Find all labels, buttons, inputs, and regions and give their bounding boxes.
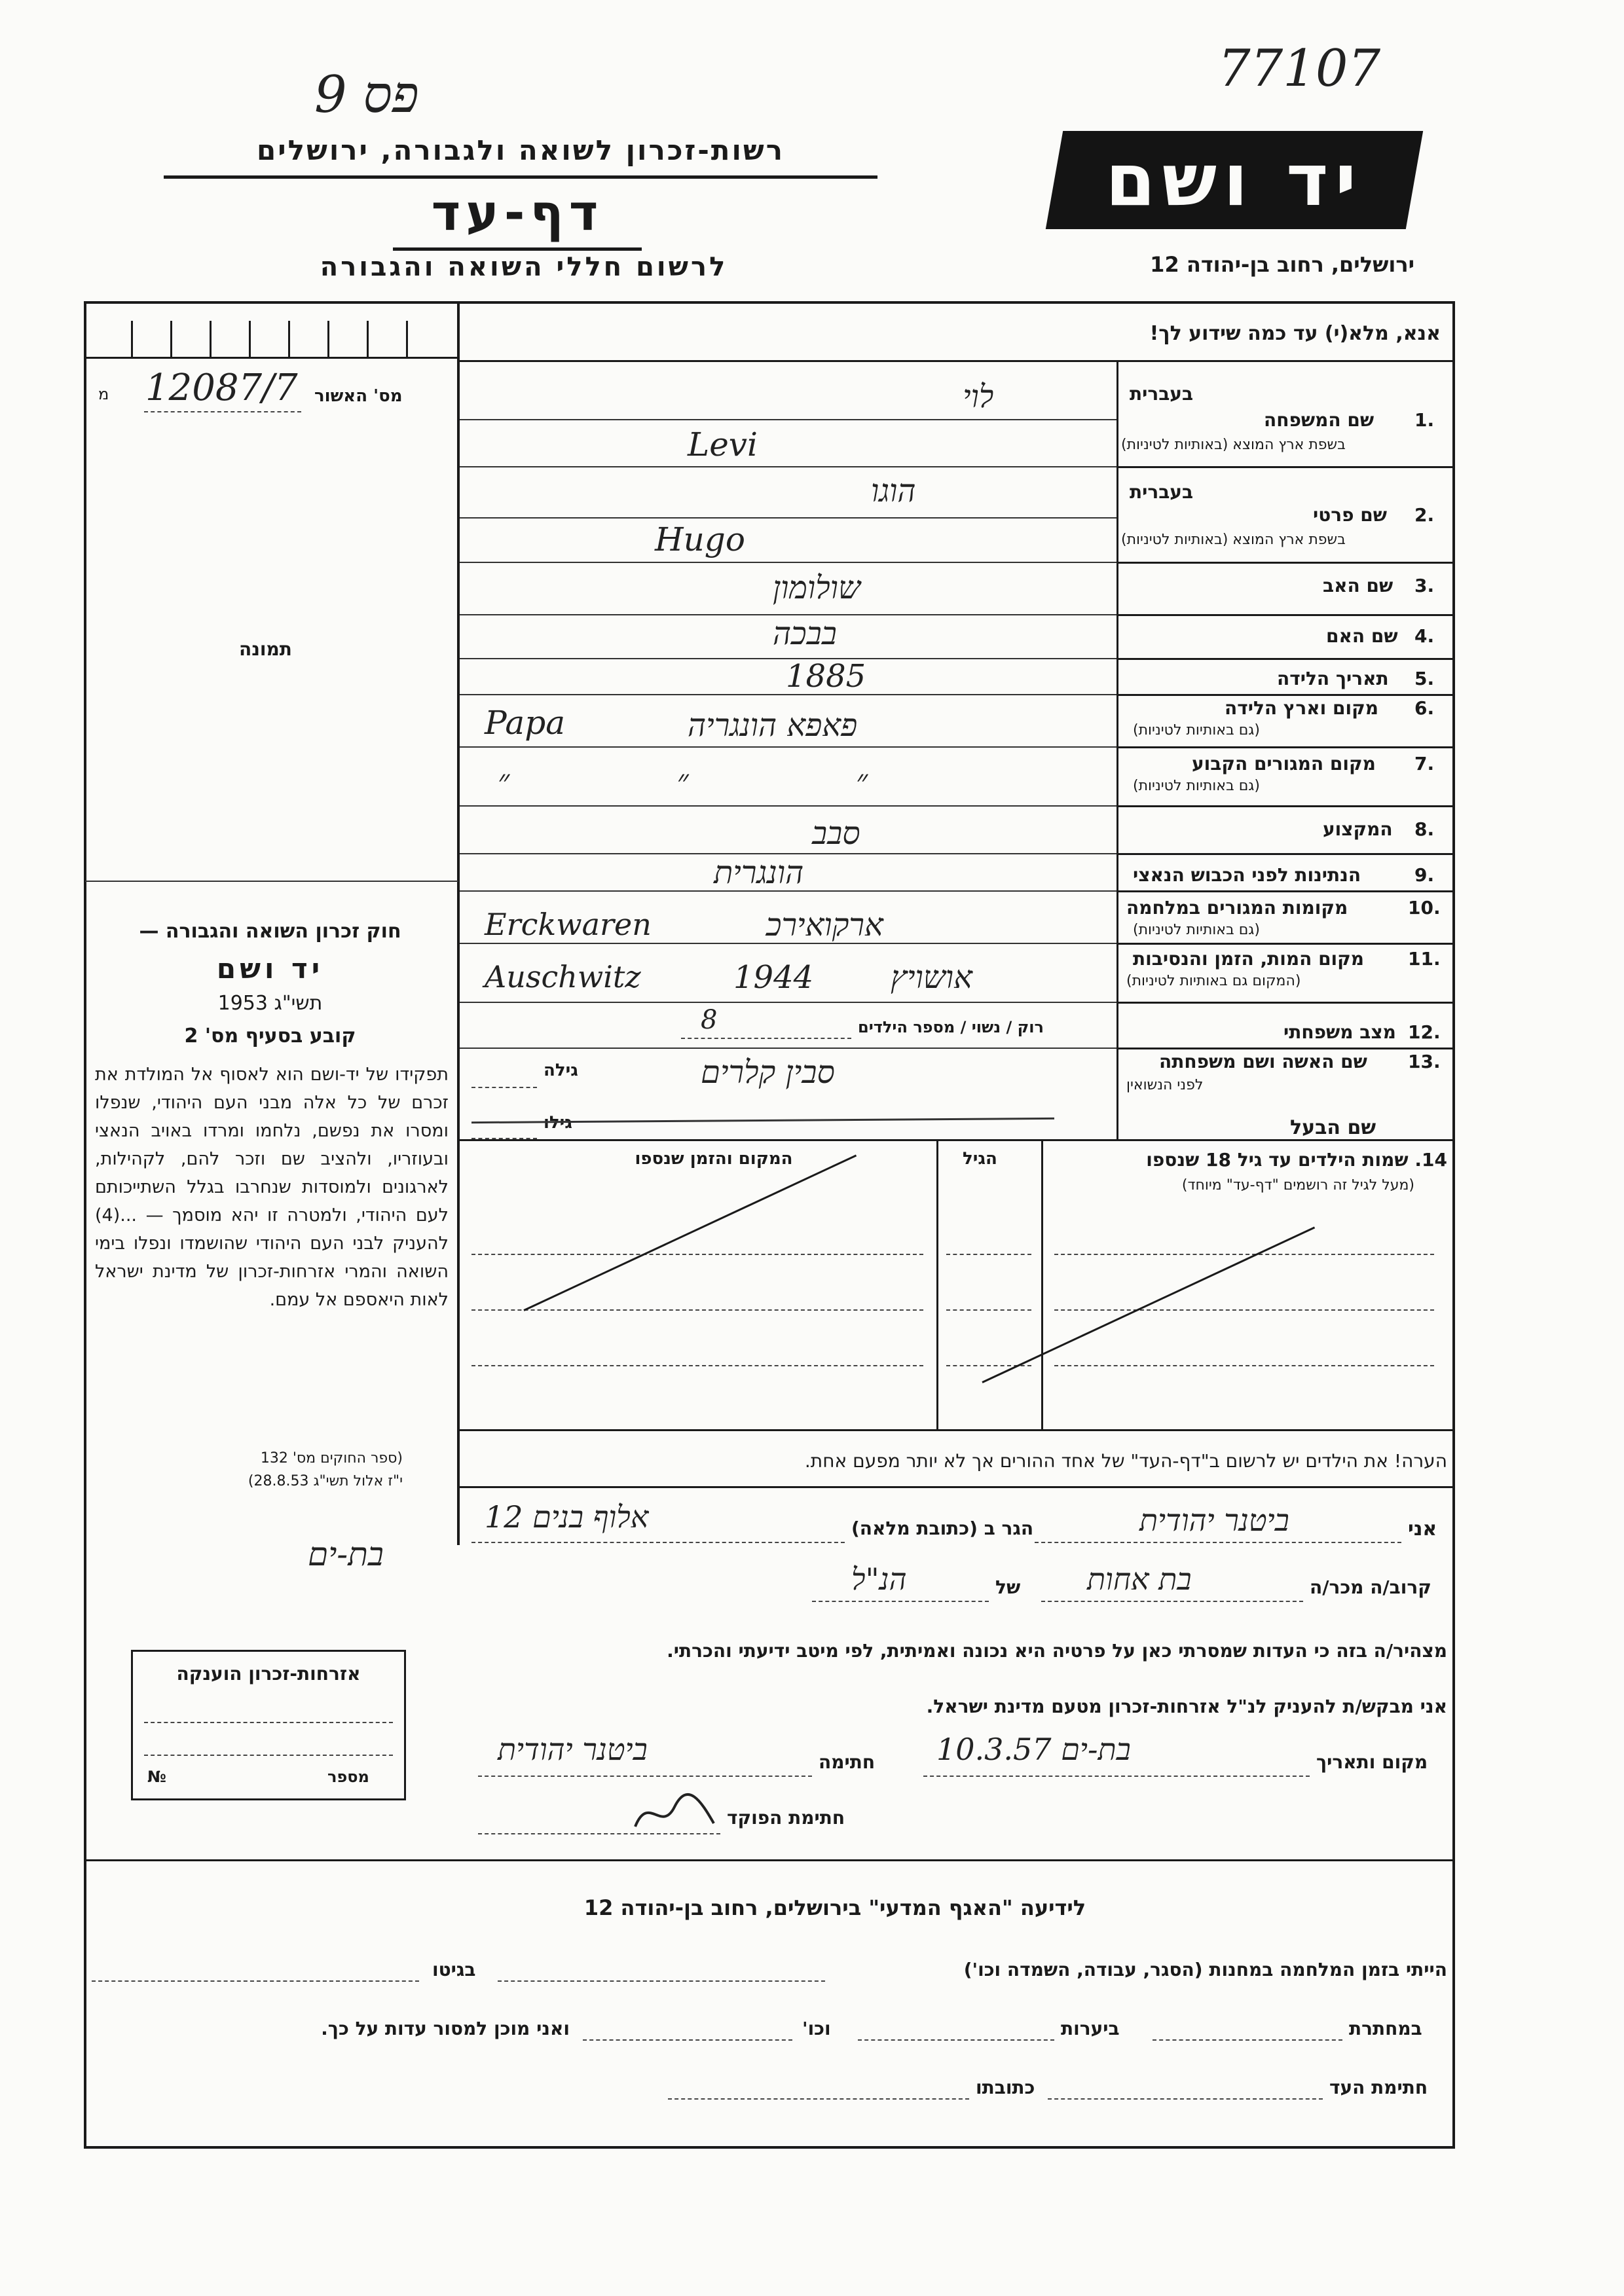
children-sub: (מעל לגיל זה רושמים "דף-עד" מיוחד) [1181,1177,1414,1194]
field-12-label: מצב משפחתי [1283,1021,1396,1043]
instruction: אנא, מלא(י) עד כמה שידוע לך! [1149,322,1441,345]
children-row-line [1054,1254,1434,1255]
death-year: 1944 [733,959,814,996]
law-year: תשי"ג 1953 [217,992,323,1015]
children-row-line [471,1254,923,1255]
footer-underground-line [1153,2039,1342,2041]
field-11-number: 11. [1408,948,1441,970]
approval-label: מס' האשור [314,386,403,406]
relation-line [1041,1601,1303,1602]
declarant-address: אלוף בנים 12 [485,1499,649,1535]
footer-ghetto-line [92,1980,419,1982]
relation-value: בת אחות [1087,1561,1192,1597]
org-name: רשות-זכרון לשואה ולגבורה, ירושלים [256,134,785,166]
cell-tick [288,321,290,357]
declarant-signature: ביטנר יהודית [498,1732,648,1767]
field-7-sub: (גם באותיות לטיניות) [1133,778,1260,794]
place-column-header: המקום והזמן שנספו [635,1149,793,1169]
field-7-number: 7. [1414,753,1435,774]
row-sep [1116,694,1454,696]
of-label: של [995,1576,1021,1598]
declaration-request: אני מבקש/ת להעניק לנ"ל אזרחות-זכרון מטעם מדינת ישראל. [926,1696,1447,1717]
nationality: הונגרית [714,854,804,891]
approval-cells-bottom [85,357,458,359]
of-value: הנ"ל [851,1561,907,1597]
footer-line1-a: הייתי בזמן המלחמה במחנות (הסגר, עבודה, השמדה וכו') [963,1959,1447,1980]
children-count-line [681,1038,851,1039]
citizenship-line [144,1755,393,1756]
signature-line [478,1776,812,1777]
place-date-label: מקום ותאריך [1316,1751,1428,1773]
footer-line2-a: במחתרת [1349,2018,1422,2039]
note-bottom [458,1486,1454,1488]
label-column-divider [1116,362,1118,1139]
signature-label: חתימה [819,1751,876,1773]
officer-signature [629,1787,720,1840]
citizenship-number-label: מספר [327,1768,369,1786]
field-1-label: שם המשפחה [1264,409,1375,431]
photo-label: תמונה [239,638,292,660]
footer-etc-line [583,2039,792,2041]
row-sep [1116,853,1454,855]
row-sep [1116,1002,1454,1004]
profession: סבב [812,815,860,852]
field-9-label: הנתינות לפני הכבוש הנאצי [1133,864,1361,886]
birthplace: פאפא הונגריה [688,707,858,744]
answer-line [460,562,1116,563]
sidebar-law-top [85,881,458,882]
row-sep [1116,466,1454,468]
children-row-line [1054,1365,1434,1366]
children-count: 8 [701,1005,718,1035]
footer-forest-line [858,2039,1054,2041]
place-date-line [923,1776,1310,1777]
field-8-label: המקצוע [1323,818,1393,840]
approval-number: 12087/7 [145,367,298,409]
citizenship-no: № [147,1768,166,1786]
children-row-line [946,1309,1031,1311]
law-title: חוק זכרון השואה והגבורה — [139,920,401,943]
row-sep [1116,746,1454,748]
children-row-line [1054,1309,1434,1311]
footer-line1-b: בגיטו [432,1959,476,1980]
law-name: יד ושם [216,953,324,985]
field-1-number: 1. [1414,409,1435,431]
cell-tick [406,321,408,357]
children-table-top [458,1139,1454,1141]
row-sep [1116,890,1454,892]
field-10-label: מקומות המגורים במלחמה [1126,897,1348,919]
footer-line3-b: כתובתו [976,2077,1035,2098]
form-title: דף-עד [431,183,604,242]
place-date-value: בת-ים 10.3.57 [936,1732,1131,1767]
death-place: אושויץ [891,959,972,996]
hebrew-tag-1: בעברית [1130,383,1194,405]
wife-age-line [471,1087,537,1088]
citizenship-title: אזרחות-זכרון הוענקה [176,1663,361,1685]
title-underline [393,247,642,251]
given-latin: Hugo [655,520,745,558]
footer-line3-a: חתימת העד [1329,2077,1428,2098]
sidebar-divider [457,301,460,1545]
law-reference: (ספר החוקים מס' 132 [260,1450,403,1467]
field-3-number: 3. [1414,575,1435,596]
approval-line [144,411,301,412]
wartime-residence-latin: Erckwaren [485,907,652,942]
field-13-number: 13. [1408,1051,1441,1072]
field-2-sub: בשפת ארץ המוצא (באותיות לטיניות) [1121,532,1346,548]
family-status-options: רוק / נשוי / מספר הילדים [858,1018,1044,1036]
footer-address-line [668,2098,969,2100]
law-section: קובע בסעיף מס' 2 [184,1025,356,1048]
answer-line [460,805,1116,807]
instruction-divider [458,360,1454,362]
field-4-label: שם האם [1326,625,1398,647]
field-6-label: מקום וארץ הלידה [1225,697,1378,719]
field-2-number: 2. [1414,504,1435,526]
logo-text: יד ושם [1105,138,1363,222]
field-13-sub: לפני הנשואין [1126,1077,1204,1093]
field-10-number: 10. [1408,897,1441,919]
children-col-2 [1041,1141,1043,1429]
children-row-line [946,1254,1031,1255]
field-12-number: 12. [1408,1021,1441,1043]
death-place-latin: Auschwitz [485,959,641,994]
note-top [458,1429,1454,1431]
cell-tick [131,321,133,357]
footer-witness-line [1048,2098,1323,2100]
husband-label: שם הבעל [1290,1116,1376,1139]
row-sep [1116,658,1454,660]
note-text: הערה! את הילדים יש לרשום ב"דף-העד" של אחד ההורים אך לא יותר מפעם אחת. [804,1450,1447,1472]
approval-sign: מ [98,385,109,403]
cell-tick [367,321,369,357]
field-13-label: שם האשה ושם משפחתה [1159,1051,1367,1072]
cell-tick [249,321,251,357]
declaration-i-label: אני [1408,1518,1437,1540]
footer-line2-b: ביערות [1061,2018,1120,2039]
footer-line2-c: וכו' [802,2018,831,2039]
resides-label: הגר ב (כתובת מלאה) [851,1518,1034,1539]
cell-tick [327,321,329,357]
cell-tick [210,321,212,357]
row-sep [1116,562,1454,564]
residence: ״ ״ ״ [498,763,947,799]
field-2-label: שם פרטי [1313,504,1388,526]
footer-line2-d: ואני מוכן למסור עדות על כך. [321,2018,570,2039]
field-6-number: 6. [1414,697,1435,719]
surname-latin: Levi [688,426,758,464]
wife-age-label: גילה [544,1061,578,1080]
wife-name: סבין קלרים [701,1054,835,1091]
row-sep [1116,1048,1454,1049]
annotation-top-right: 77107 [1218,39,1381,98]
father-name: שולומון [773,570,860,606]
cell-tick [170,321,172,357]
row-sep [1116,614,1454,616]
field-6-sub: (גם באותיות לטיניות) [1133,722,1260,738]
law-reference-2: י"ז אלול תשי"ג 28.8.53) [248,1473,403,1489]
field-10-sub: (גם באותיות לטיניות) [1133,922,1260,938]
wartime-residence: ארקואירכ [766,907,883,943]
field-4-number: 4. [1414,625,1435,647]
answer-line [460,419,1116,420]
field-7-label: מקום המגורים הקבוע [1192,753,1376,774]
field-5-label: תאריך הלידה [1277,668,1389,689]
relation-label: קרוב/ה מכר/ה [1310,1576,1431,1598]
age-column-header: הגיל [963,1149,997,1169]
annotation-top-left: פס 9 [314,65,419,124]
children-label: 14. שמות הילדים עד גיל 18 שנספו [1146,1149,1447,1171]
hebrew-tag-2: בעברית [1130,481,1194,503]
citizenship-line [144,1722,393,1723]
field-5-number: 5. [1414,668,1435,689]
field-11-label: מקום המות, הזמן והנסיבות [1133,948,1365,970]
field-8-number: 8. [1414,818,1435,840]
footer-info: לידיעה "האגף המדעי" בירושלים, רחוב בן-יהודה 12 [583,1895,1086,1920]
officer-line [478,1833,720,1834]
officer-label: חתימת הפוקד [727,1807,845,1829]
field-3-label: שם האב [1323,575,1393,596]
row-sep [1116,943,1454,945]
footer-camp-line [498,1980,825,1982]
declarant-name-line [1035,1542,1401,1543]
footer-dashed-top [85,1859,1454,1861]
declaration-statement: מצהיר/ה בזה כי העדות שמסרתי כאן על פרטיה היא נכונה ואמיתית, לפי מיטב ידיעתי והכרתי. [667,1640,1447,1662]
field-9-number: 9. [1414,864,1435,886]
of-line [812,1601,989,1602]
answer-line [460,746,1116,748]
declarant-name: ביטנר יהודית [1139,1503,1289,1538]
declarant-address-line [471,1542,845,1543]
field-11-sub: (המקום גם באותיות לטיניות) [1126,973,1301,989]
surname-hebrew: לוי [963,378,994,415]
answer-line [460,1048,1116,1049]
form-subtitle: לרשום חללי השואה והגבורה [320,252,728,282]
given-hebrew: הוגו [871,473,916,509]
header-underline [164,175,877,179]
children-row-line [471,1365,923,1366]
answer-line [460,517,1116,519]
row-sep [1116,805,1454,807]
answer-line [460,1002,1116,1003]
answer-line [460,466,1116,467]
birthplace-latin: Papa [485,704,566,742]
yad-vashem-logo [1046,131,1423,229]
law-text: תפקידו של יד-ושם הוא לאסוף אל המולדת את זכרם של כל אלה מבני העם היהודי, שנפלו ומסרו את נפשם, נלחמו ומרדו באויב הנאצי ובעוזריו, ולהציב שם וזכר להם, לקהילות, לארגונים ולמוסדות שנחרבו בגלל השתייכותם לעם היהודי, ולמטרה זו יהא מוסמך — ...(4) להעניק לבני העם היהודי שהושמדו ונפלו בימי השואה והמרי אזרחות-זכרון של מדינת ישראל לאות היאספם אל עמם. [95,1065,449,1310]
mother-name: בבכה [773,615,837,652]
birth-date: 1885 [786,658,866,695]
side-note: בת-ים [308,1535,384,1573]
children-col-1 [936,1141,938,1429]
header-address: ירושלים, רחוב בן-יהודה 12 [1150,252,1414,277]
field-1-sub: בשפת ארץ המוצא (באותיות לטיניות) [1121,437,1346,453]
children-row-line [471,1309,923,1311]
